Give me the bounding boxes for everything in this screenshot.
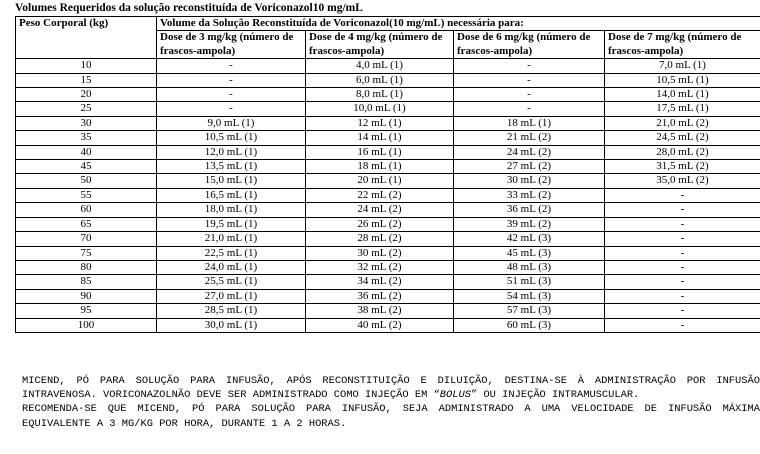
cell-dose-6: 30 mL (2) [454, 174, 605, 188]
cell-dose-3: - [157, 73, 306, 87]
cell-dose-7: - [605, 260, 760, 274]
cell-dose-7: 14,0 mL (1) [605, 88, 760, 102]
cell-dose-6: 45 mL (3) [454, 246, 605, 260]
cell-weight: 100 [16, 318, 157, 332]
table-row [16, 203, 760, 217]
table-row [16, 116, 760, 130]
note-1-text: MICEND, PÓ PARA SOLUÇÃO PARA INFUSÃO, APÓS RECONSTITUIÇÃO E DILUIÇÃO, DESTINA-SE À ADMINISTRAÇÃO POR INFUSÃO INTRAVENOSA. VORICONAZOLNÃO DEVE SER ADMINISTRADO COMO INJEÇÃO EM “ [22, 375, 760, 402]
cell-dose-7: 7,0 mL (1) [605, 59, 760, 73]
cell-dose-6: 48 mL (3) [454, 260, 605, 274]
table-row [16, 188, 760, 202]
cell-weight: 85 [16, 275, 157, 289]
table-row [16, 131, 760, 145]
document-page [15, 2, 760, 333]
cell-dose-7: - [605, 318, 760, 332]
cell-dose-4: 32 mL (2) [306, 260, 454, 274]
cell-dose-6: 24 mL (2) [454, 145, 605, 159]
cell-weight: 15 [16, 73, 157, 87]
table-row [16, 59, 760, 73]
cell-dose-3: 13,5 mL (1) [157, 160, 306, 174]
cell-dose-4: 30 mL (2) [306, 246, 454, 260]
cell-dose-4: 10,0 mL (1) [306, 102, 454, 116]
cell-dose-7: - [605, 188, 760, 202]
table-row [16, 289, 760, 303]
cell-dose-3: - [157, 88, 306, 102]
cell-dose-6: - [454, 102, 605, 116]
table-row [16, 160, 760, 174]
cell-dose-6: 57 mL (3) [454, 304, 605, 318]
cell-dose-4: 18 mL (1) [306, 160, 454, 174]
table-row [16, 102, 760, 116]
cell-dose-3: 18,0 mL (1) [157, 203, 306, 217]
cell-dose-6: - [454, 59, 605, 73]
cell-dose-3: 9,0 mL (1) [157, 116, 306, 130]
cell-weight: 95 [16, 304, 157, 318]
cell-dose-6: 51 mL (3) [454, 275, 605, 289]
cell-dose-4: 38 mL (2) [306, 304, 454, 318]
cell-dose-4: 22 mL (2) [306, 188, 454, 202]
cell-dose-4: 12 mL (1) [306, 116, 454, 130]
cell-dose-7: 24,5 mL (2) [605, 131, 760, 145]
cell-dose-6: 18 mL (1) [454, 116, 605, 130]
cell-dose-4: 20 mL (1) [306, 174, 454, 188]
cell-dose-6: - [454, 88, 605, 102]
cell-dose-3: 19,5 mL (1) [157, 217, 306, 231]
cell-weight: 50 [16, 174, 157, 188]
cell-weight: 30 [16, 116, 157, 130]
cell-weight: 25 [16, 102, 157, 116]
cell-dose-4: 6,0 mL (1) [306, 73, 454, 87]
header-dose-6: Dose de 6 mg/kg (número de frascos-ampola) [454, 31, 605, 59]
cell-dose-7: - [605, 246, 760, 260]
table-caption: Volumes Requeridos da solução reconstituída de Voriconazol10 mg/mL [15, 2, 363, 14]
cell-dose-4: 4,0 mL (1) [306, 59, 454, 73]
cell-dose-4: 24 mL (2) [306, 203, 454, 217]
cell-dose-7: - [605, 203, 760, 217]
table-body [16, 59, 760, 333]
table-row [16, 217, 760, 231]
header-volume-group: Volume da Solução Reconstituída de Voriconazol(10 mg/mL) necessária para: [157, 17, 760, 31]
cell-dose-7: - [605, 289, 760, 303]
cell-weight: 90 [16, 289, 157, 303]
cell-dose-4: 28 mL (2) [306, 232, 454, 246]
cell-weight: 75 [16, 246, 157, 260]
cell-dose-4: 16 mL (1) [306, 145, 454, 159]
cell-dose-3: 24,0 mL (1) [157, 260, 306, 274]
cell-weight: 20 [16, 88, 157, 102]
cell-dose-6: 21 mL (2) [454, 131, 605, 145]
dose-volume-table [15, 16, 760, 333]
table-row [16, 275, 760, 289]
table-header-row-1 [16, 17, 760, 31]
cell-dose-6: 27 mL (2) [454, 160, 605, 174]
table-row [16, 246, 760, 260]
cell-weight: 10 [16, 59, 157, 73]
cell-dose-3: 25,5 mL (1) [157, 275, 306, 289]
cell-weight: 35 [16, 131, 157, 145]
cell-weight: 55 [16, 188, 157, 202]
table-row [16, 304, 760, 318]
cell-dose-7: 35,0 mL (2) [605, 174, 760, 188]
cell-dose-6: 60 mL (3) [454, 318, 605, 332]
cell-weight: 65 [16, 217, 157, 231]
cell-weight: 40 [16, 145, 157, 159]
note-paragraph-2: RECOMENDA-SE QUE MICEND, PÓ PARA SOLUÇÃO PARA INFUSÃO, SEJA ADMINISTRADO A UMA VELOCIDADE DE INFUSÃO MÁXIMA EQUIVALENTE A 3 MG/KG POR HORA, DURANTE 1 A 2 HORAS. [22, 403, 760, 430]
cell-dose-4: 14 mL (1) [306, 131, 454, 145]
note-1-bolus: BOLUS [439, 389, 471, 402]
cell-weight: 80 [16, 260, 157, 274]
header-dose-3: Dose de 3 mg/kg (número de frascos-ampola) [157, 31, 306, 59]
header-body-weight: Peso Corporal (kg) [16, 17, 157, 59]
cell-dose-7: - [605, 217, 760, 231]
cell-dose-3: - [157, 59, 306, 73]
cell-dose-4: 40 mL (2) [306, 318, 454, 332]
cell-dose-7: - [605, 275, 760, 289]
cell-dose-7: 31,5 mL (2) [605, 160, 760, 174]
cell-dose-3: 12,0 mL (1) [157, 145, 306, 159]
cell-dose-3: 21,0 mL (1) [157, 232, 306, 246]
cell-dose-6: 39 mL (2) [454, 217, 605, 231]
cell-dose-6: - [454, 73, 605, 87]
table-row [16, 232, 760, 246]
cell-dose-7: - [605, 232, 760, 246]
cell-dose-7: - [605, 304, 760, 318]
note-1-text-end: ” OU INJEÇÃO INTRAMUSCULAR. [470, 389, 640, 402]
cell-dose-7: 17,5 mL (1) [605, 102, 760, 116]
cell-weight: 60 [16, 203, 157, 217]
table-row [16, 73, 760, 87]
cell-weight: 45 [16, 160, 157, 174]
note-paragraph-1 [22, 374, 760, 402]
cell-dose-3: 27,0 mL (1) [157, 289, 306, 303]
cell-dose-6: 42 mL (3) [454, 232, 605, 246]
cell-dose-3: - [157, 102, 306, 116]
table-row [16, 145, 760, 159]
cell-dose-4: 34 mL (2) [306, 275, 454, 289]
cell-dose-7: 21,0 mL (2) [605, 116, 760, 130]
administration-notes [22, 374, 760, 431]
cell-dose-6: 54 mL (3) [454, 289, 605, 303]
cell-dose-3: 16,5 mL (1) [157, 188, 306, 202]
cell-weight: 70 [16, 232, 157, 246]
table-row [16, 88, 760, 102]
cell-dose-3: 30,0 mL (1) [157, 318, 306, 332]
cell-dose-3: 28,5 mL (1) [157, 304, 306, 318]
cell-dose-7: 28,0 mL (2) [605, 145, 760, 159]
cell-dose-7: 10,5 mL (1) [605, 73, 760, 87]
cell-dose-6: 33 mL (2) [454, 188, 605, 202]
cell-dose-4: 26 mL (2) [306, 217, 454, 231]
table-row [16, 174, 760, 188]
cell-dose-4: 36 mL (2) [306, 289, 454, 303]
table-row [16, 318, 760, 332]
cell-dose-3: 15,0 mL (1) [157, 174, 306, 188]
cell-dose-6: 36 mL (2) [454, 203, 605, 217]
table-row [16, 260, 760, 274]
cell-dose-3: 10,5 mL (1) [157, 131, 306, 145]
header-dose-7: Dose de 7 mg/kg (número de frascos-ampola) [605, 31, 760, 59]
cell-dose-3: 22,5 mL (1) [157, 246, 306, 260]
cell-dose-4: 8,0 mL (1) [306, 88, 454, 102]
header-dose-4: Dose de 4 mg/kg (número de frascos-ampola) [306, 31, 454, 59]
